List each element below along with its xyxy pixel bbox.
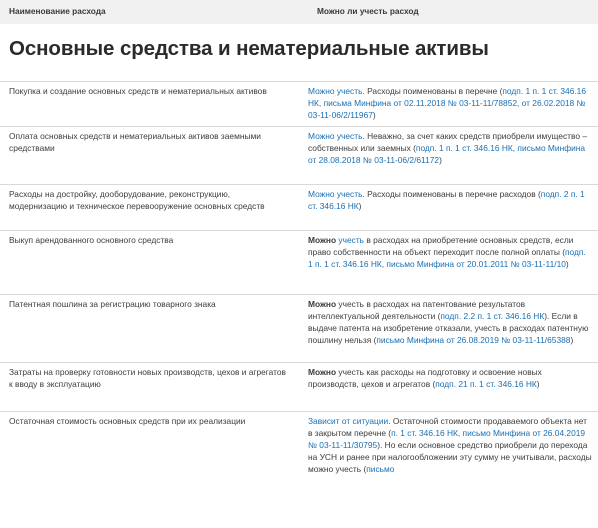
- verdict-strong: Можно: [308, 367, 337, 377]
- verdict-tail: ): [358, 200, 362, 211]
- table-row: [0, 126, 598, 184]
- verdict-tail: ): [439, 154, 442, 165]
- verdict-text: . Расходы поименованы в перечне расходов (: [362, 189, 541, 199]
- table-row: [0, 184, 598, 230]
- expense-name: Затраты на проверку готовности новых производств, цехов и агрегатов к вводу в эксплуатацию: [9, 367, 286, 389]
- verdict-tail: ). Если в выдаче патента на изобретение отказали, учесть в расходах патентную пошлину нельзя (: [308, 310, 589, 345]
- expense-name: Расходы на достройку, дооборудование, реконструкцию, модернизацию и техническое перевооружение основных средств: [9, 189, 265, 211]
- table-row: [0, 362, 598, 411]
- expense-verdict: [298, 295, 598, 362]
- verdict-link[interactable]: Можно учесть: [308, 189, 363, 199]
- column-header-deductible: Можно ли учесть расход: [317, 6, 419, 17]
- verdict-link[interactable]: Можно учесть: [308, 131, 363, 141]
- verdict-link[interactable]: учесть: [336, 235, 365, 245]
- law-reference-link[interactable]: подп. 1 п. 1 ст. 346.16 НК, письма Минфина от 02.11.2018 № 03-11-11/78852, от 26.02.2018 № 03-11-06/2/11967: [308, 86, 586, 120]
- verdict-text: . Расходы поименованы в перечне (: [362, 86, 503, 96]
- table-row: [0, 81, 598, 126]
- verdict-tail: ): [565, 258, 569, 269]
- expense-verdict: [298, 231, 598, 294]
- law-reference-link[interactable]: п. 1 ст. 346.16 НК, письмо Минфина от 26.04.2019 № 03-11-11/30795: [308, 427, 586, 450]
- column-header-expense: Наименование расхода: [9, 6, 106, 17]
- verdict-text: . Неважно, за счет каких средств приобрели имущество – собственных или заемных (: [308, 131, 588, 153]
- table-row: [0, 230, 598, 294]
- verdict-text: . Остаточной стоимости продаваемого объекта нет в закрытом перечне (: [308, 416, 587, 438]
- expense-verdict: [298, 412, 598, 528]
- law-reference-link[interactable]: подп. 1 п. 1 ст. 346.16 НК, письмо Минфина от 20.01.2011 № 03-11-11/10: [308, 246, 586, 269]
- table-row: [0, 411, 598, 528]
- verdict-text: учесть в расходах на патентование результатов интеллектуальной деятельности (: [308, 299, 526, 321]
- expense-verdict: [298, 82, 598, 126]
- law-reference-link[interactable]: письмо Минфина от 26.08.2019 № 03-11-11/65388: [376, 334, 571, 345]
- verdict-text: учесть как расходы на подготовку и освоение новых производств, цехов и агрегатов (: [308, 367, 542, 389]
- verdict-link[interactable]: Зависит от ситуации: [308, 416, 389, 426]
- verdict-text: в расходах на приобретение основных средств, если право собственности на объект переходит после полной оплаты (: [308, 235, 574, 257]
- law-reference-link[interactable]: подп. 2.2 п. 1 ст. 346.16 НК: [440, 310, 545, 321]
- law-reference-link[interactable]: письмо: [366, 463, 395, 474]
- expense-verdict: [298, 127, 598, 184]
- verdict-tail: ): [372, 109, 376, 120]
- verdict-tail: ): [570, 334, 574, 345]
- expense-name: Остаточная стоимость основных средств при их реализации: [9, 416, 246, 426]
- expense-verdict: [298, 363, 598, 411]
- verdict-strong: Можно: [308, 235, 337, 245]
- law-reference-link[interactable]: подп. 2 п. 1 ст. 346.16 НК: [308, 189, 585, 211]
- table-header: [0, 0, 598, 24]
- law-reference-link[interactable]: подп. 1 п. 1 ст. 346.16 НК, письмо Минфина от 28.08.2018 № 03-11-06/2/61172: [308, 142, 586, 165]
- expense-name: Выкуп арендованного основного средства: [9, 235, 174, 245]
- expense-name: Патентная пошлина за регистрацию товарного знака: [9, 299, 216, 309]
- expense-table: [0, 81, 598, 528]
- verdict-tail: ). Но если основное средство приобрели до перехода на УСН и ранее при налогообложении эту сумму не учитывали, расходы можно учесть (: [308, 439, 592, 474]
- section-title: Основные средства и нематериальные активы: [9, 37, 489, 60]
- expense-name: Покупка и создание основных средств и нематериальных активов: [9, 86, 267, 96]
- expense-verdict: [298, 185, 598, 230]
- verdict-strong: Можно: [308, 299, 337, 309]
- verdict-tail: ): [536, 378, 540, 389]
- table-row: [0, 294, 598, 362]
- verdict-link[interactable]: Можно учесть: [308, 86, 363, 96]
- law-reference-link[interactable]: подп. 21 п. 1 ст. 346.16 НК: [435, 378, 537, 389]
- expense-name: Оплата основных средств и нематериальных активов заемными средствами: [9, 131, 261, 153]
